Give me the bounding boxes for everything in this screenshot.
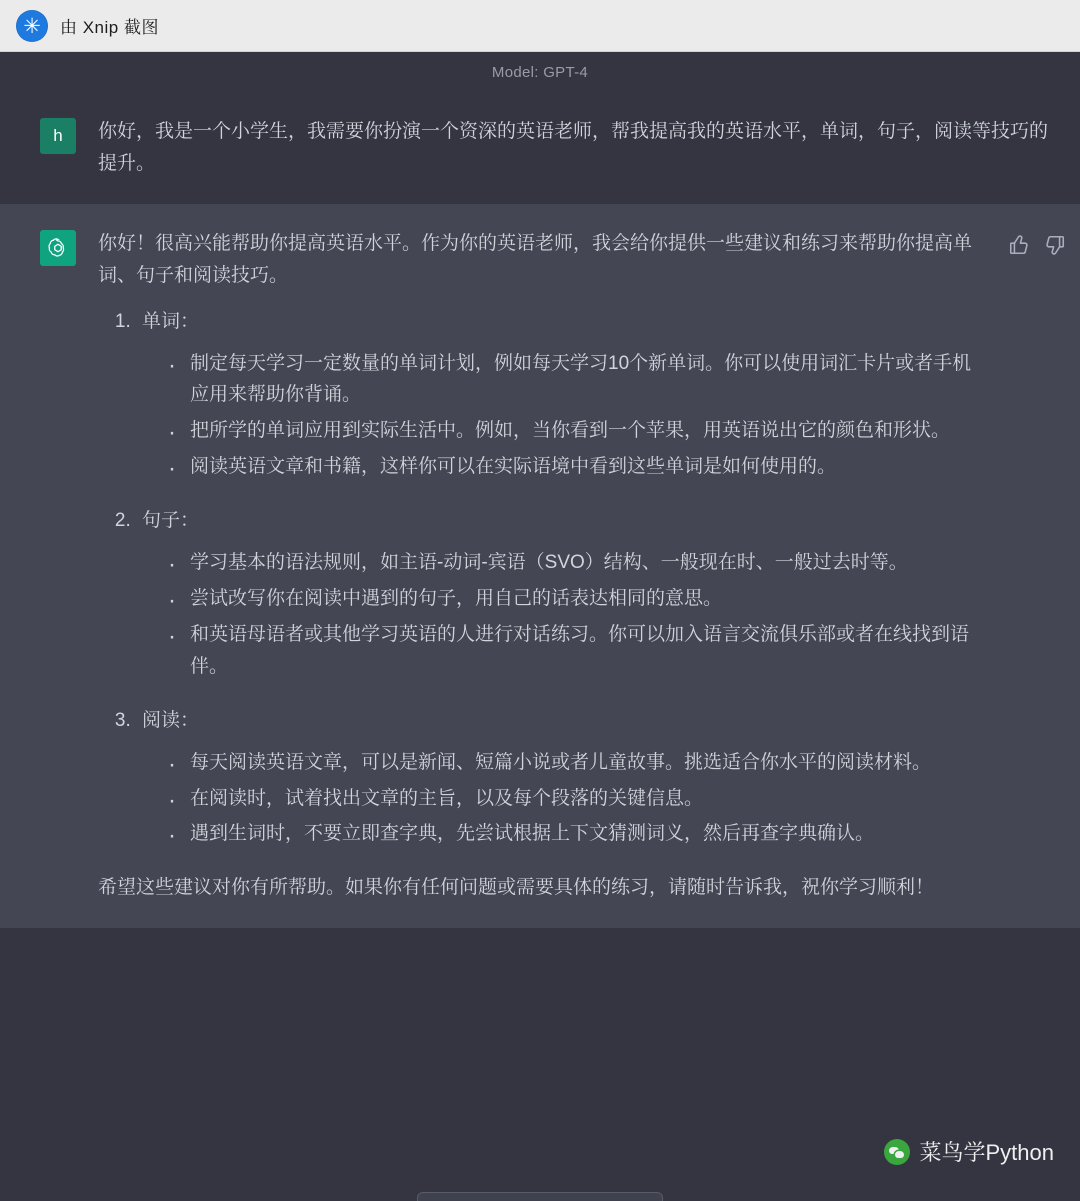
assistant-section-list [98, 306, 976, 851]
list-item: · 在阅读时，试着找出文章的主旨，以及每个段落的关键信息。 [168, 783, 976, 815]
xnip-app-label: 由 Xnip 截图 [60, 18, 159, 37]
list-item: · 阅读英语文章和书籍，这样你可以在实际语境中看到这些单词是如何使用的。 [168, 451, 976, 483]
message-actions [1008, 228, 1066, 904]
user-avatar-initial: h [53, 126, 63, 145]
list-item [136, 505, 976, 683]
user-message-turn [0, 92, 1080, 204]
xnip-star-icon: ✳ [16, 10, 48, 42]
openai-logo-icon [40, 230, 76, 266]
section-heading: 句子： [142, 510, 200, 532]
list-item: · 遇到生词时，不要立即查字典，先尝试根据上下文猜测词义，然后再查字典确认。 [168, 818, 976, 850]
section-bullets [142, 348, 976, 484]
list-item: · 把所学的单词应用到实际生活中。例如，当你看到一个苹果，用英语说出它的颜色和形状。 [168, 415, 976, 447]
list-item [136, 705, 976, 851]
assistant-closing: 希望这些建议对你有所帮助。如果你有任何问题或需要具体的练习，请随时告诉我，祝你学习顺利！ [98, 877, 935, 899]
assistant-intro: 你好！很高兴能帮助你提高英语水平。作为你的英语老师，我会给你提供一些建议和练习来帮助你提高单词、句子和阅读技巧。 [98, 232, 973, 286]
wechat-icon [884, 1139, 910, 1165]
thumbs-down-icon[interactable] [1044, 234, 1066, 256]
section-bullets [142, 547, 976, 683]
watermark-text: 菜鸟学Python [919, 1140, 1054, 1165]
watermark [884, 1136, 1055, 1167]
avatar [40, 118, 76, 154]
message-composer[interactable] [417, 1192, 663, 1201]
xnip-titlebar [0, 0, 1080, 52]
model-label: Model: GPT-4 [491, 63, 589, 81]
chat-thread [0, 92, 1080, 928]
list-item: · 尝试改写你在阅读中遇到的句子，用自己的话表达相同的意思。 [168, 583, 976, 615]
list-item [136, 306, 976, 484]
assistant-message-text [98, 228, 976, 904]
model-banner [0, 52, 1080, 92]
section-bullets [142, 747, 976, 851]
section-heading: 单词： [142, 310, 200, 332]
user-message-text [98, 116, 1066, 180]
thumbs-up-icon[interactable] [1008, 234, 1030, 256]
user-message-paragraph: 你好，我是一个小学生，我需要你扮演一个资深的英语老师，帮我提高我的英语水平，单词，句子，阅读等技巧的提升。 [98, 121, 1049, 174]
assistant-message-turn [0, 204, 1080, 928]
list-item: · 每天阅读英语文章，可以是新闻、短篇小说或者儿童故事。挑选适合你水平的阅读材料。 [168, 747, 976, 779]
list-item: · 和英语母语者或其他学习英语的人进行对话练习。你可以加入语言交流俱乐部或者在线找到语伴。 [168, 619, 976, 683]
list-item: · 制定每天学习一定数量的单词计划，例如每天学习10个新单词。你可以使用词汇卡片或者手机应用来帮助你背诵。 [168, 348, 976, 412]
list-item: · 学习基本的语法规则，如主语-动词-宾语（SVO）结构、一般现在时、一般过去时等。 [168, 547, 976, 579]
section-heading: 阅读： [142, 709, 200, 731]
